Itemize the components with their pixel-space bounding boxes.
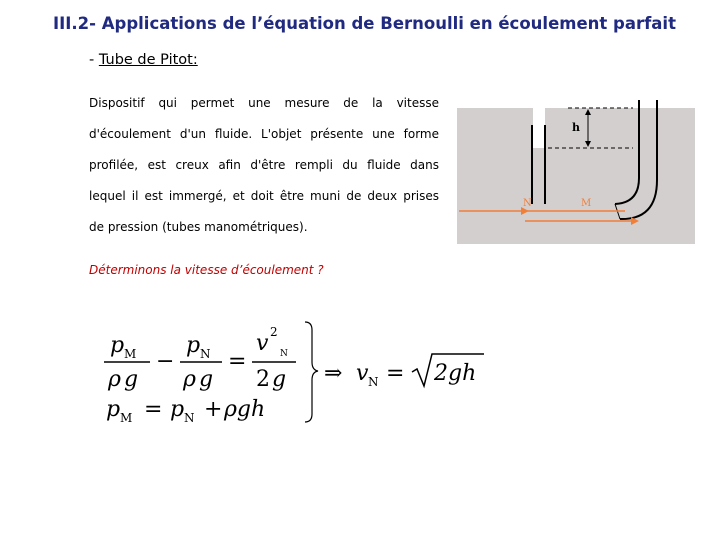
formula-rho-1: ρ	[108, 367, 121, 392]
label-h: h	[572, 121, 580, 134]
formula-v: v	[256, 331, 269, 356]
formula-pM-2: p	[106, 397, 121, 422]
formula-pN-2: p	[170, 397, 185, 422]
section-heading-text: Tube de Pitot:	[98, 52, 198, 68]
paragraph-line: de pression (tubes manométriques).	[89, 220, 308, 234]
formula-sub-M: M	[124, 347, 137, 361]
static-tube-interior	[533, 100, 545, 148]
right-brace	[305, 322, 318, 422]
formula-sub-N-2: N	[280, 349, 288, 359]
formula-g-3: g	[272, 367, 287, 392]
formula-sub-N-4: N	[368, 375, 379, 389]
formula-sq: 2	[270, 325, 278, 339]
formula-sqrt-arg: 2gh	[434, 361, 477, 386]
label-n: N	[523, 198, 532, 209]
formula-g-2: g	[199, 367, 214, 392]
section-heading	[89, 52, 198, 68]
formula-sub-N: N	[200, 347, 211, 361]
formula-plus: +	[204, 397, 223, 422]
formula-implies: ⇒	[324, 361, 343, 386]
formula-equals-3: =	[386, 361, 405, 386]
formula-rho-2: ρ	[183, 367, 196, 392]
question-text: Déterminons la vitesse d’écoulement ?	[89, 263, 324, 277]
formula-equals-2: =	[144, 397, 163, 422]
section-heading-prefix: -	[89, 52, 99, 68]
formula-sub-N-3: N	[184, 411, 195, 425]
formula-rhogh: ρgh	[224, 397, 266, 422]
pitot-tube-diagram	[455, 100, 697, 248]
formula-pN: p	[186, 333, 201, 358]
formula-equals-1: =	[228, 349, 247, 374]
paragraph-line: d'écoulement d'un fluide. L'objet présente une forme	[89, 127, 439, 141]
formula-two: 2	[256, 367, 270, 392]
description-paragraph	[89, 88, 439, 243]
paragraph-line: profilée, est creux afin d'être rempli du fluide dans	[89, 158, 439, 172]
label-m: M	[581, 198, 592, 209]
formula-vN: v	[356, 361, 369, 386]
bernoulli-formula	[100, 318, 500, 430]
formula-g-1: g	[124, 367, 139, 392]
formula-pM: p	[110, 333, 125, 358]
slide-title: III.2- Applications de l’équation de Bernoulli en écoulement parfait	[53, 14, 676, 33]
pitot-tube-interior	[642, 100, 654, 108]
formula-minus: −	[156, 349, 175, 374]
formula-sub-M-2: M	[120, 411, 133, 425]
paragraph-line: lequel il est immergé, et doit être muni de deux prises	[89, 189, 439, 203]
paragraph-line: Dispositif qui permet une mesure de la vitesse	[89, 96, 439, 110]
